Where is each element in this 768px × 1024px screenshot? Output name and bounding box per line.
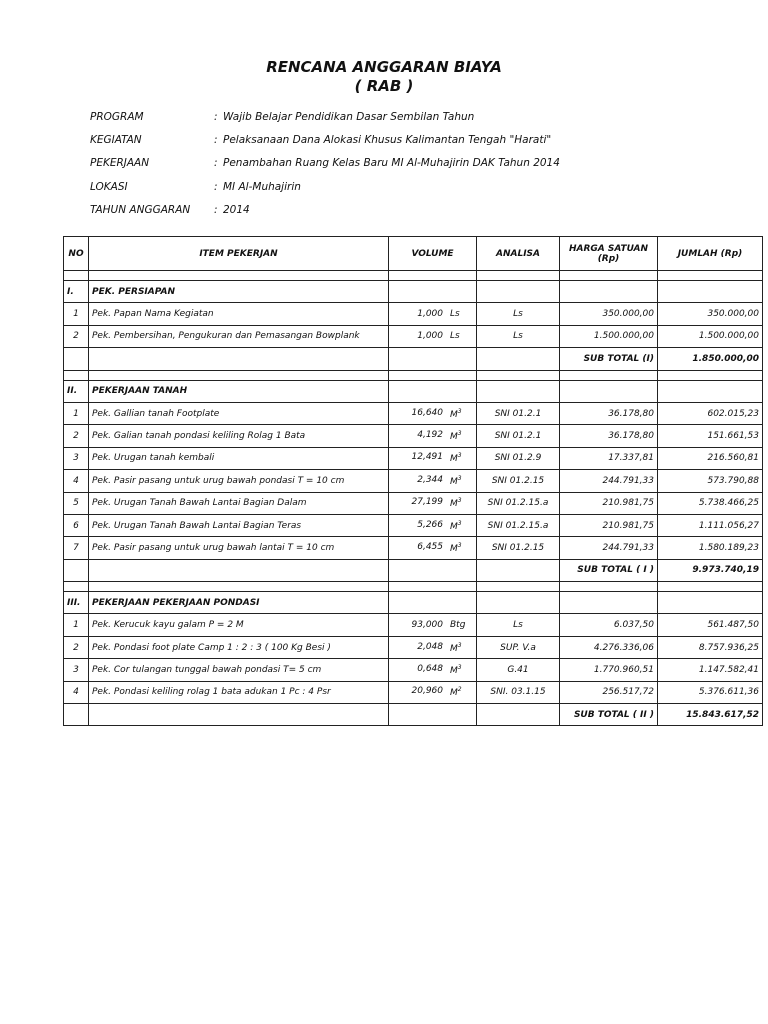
volume-cell [389, 492, 477, 514]
jumlah-value: 1.147.582,41 [658, 659, 763, 681]
info-value: Wajib Belajar Pendidikan Dasar Sembilan Tahun [223, 111, 475, 123]
analisa-code: SNI 01.2.15 [477, 470, 560, 492]
empty-cell [560, 380, 658, 402]
jumlah-value: 1.580.189,23 [658, 537, 763, 559]
header-harga: HARGA SATUAN (Rp) [560, 237, 658, 271]
empty-cell [658, 380, 763, 402]
empty-cell [89, 348, 389, 370]
volume-unit [443, 664, 473, 676]
unit-label: Ls [450, 309, 460, 320]
subtotal-label: SUB TOTAL (I) [560, 348, 658, 370]
table-row [64, 514, 763, 536]
table-row [64, 402, 763, 424]
empty-cell [64, 582, 89, 592]
info-label: TAHUN ANGGARAN [90, 203, 191, 216]
jumlah-value: 573.790,88 [658, 470, 763, 492]
volume-cell [389, 470, 477, 492]
info-value: MI Al-Muhajirin [223, 180, 301, 193]
harga-satuan: 6.037,50 [560, 614, 658, 636]
volume-value: 4,192 [417, 430, 443, 441]
analisa-code: Ls [477, 303, 560, 325]
empty-cell [560, 582, 658, 592]
table-row [64, 492, 763, 514]
item-description: Pek. Pasir pasang untuk urug bawah pondasi T = 10 cm [89, 470, 389, 492]
harga-satuan: 210.981,75 [560, 514, 658, 536]
table-row [64, 447, 763, 469]
unit-exponent: 3 [457, 430, 462, 438]
empty-cell [477, 380, 560, 402]
empty-cell [89, 370, 389, 380]
empty-cell [477, 281, 560, 303]
volume-cell [389, 447, 477, 469]
harga-satuan: 4.276.336,06 [560, 636, 658, 658]
subtotal-row [64, 559, 763, 581]
volume-value: 6,455 [417, 541, 443, 552]
empty-cell [477, 559, 560, 581]
volume-cell [389, 303, 477, 325]
volume-unit [443, 430, 473, 442]
item-description: Pek. Pembersihan, Pengukuran dan Pemasangan Bowplank [89, 325, 389, 347]
volume-group [392, 542, 473, 554]
unit-exponent: 3 [457, 407, 462, 415]
section-header-row [64, 592, 763, 614]
info-label: PEKERJAAN [90, 157, 150, 170]
harga-satuan: 17.337,81 [560, 447, 658, 469]
info-label: LOKASI [90, 180, 128, 193]
section-header-row [64, 380, 763, 402]
unit-label: M [450, 665, 458, 676]
jumlah-value: 5.738.466,25 [658, 492, 763, 514]
empty-cell [477, 704, 560, 726]
empty-cell [658, 592, 763, 614]
jumlah-value: 216.560,81 [658, 447, 763, 469]
volume-group [392, 664, 473, 676]
empty-cell [64, 704, 89, 726]
row-number: 2 [64, 636, 89, 658]
info-row-program: PROGRAM : Wajib Belajar Pendidikan Dasar Sembilan Tahun [90, 111, 560, 134]
row-number: 7 [64, 537, 89, 559]
empty-cell [64, 271, 89, 281]
volume-value: 5,266 [417, 519, 443, 530]
info-value: Penambahan Ruang Kelas Baru MI Al-Muhajirin DAK Tahun 2014 [223, 157, 560, 170]
volume-cell [389, 514, 477, 536]
subtotal-value: 1.850.000,00 [658, 348, 763, 370]
table-header-row [64, 237, 763, 271]
volume-value: 93,000 [411, 620, 443, 631]
table-row [64, 614, 763, 636]
item-description: Pek. Papan Nama Kegiatan [89, 303, 389, 325]
info-row-pekerjaan: PEKERJAAN : Penambahan Ruang Kelas Baru MI Al-Muhajirin DAK Tahun 2014 [90, 157, 560, 180]
volume-group [392, 497, 473, 509]
analisa-code: SNI 01.2.15.a [477, 492, 560, 514]
unit-label: M [450, 432, 458, 443]
spacer-row [64, 370, 763, 380]
jumlah-value: 5.376.611,36 [658, 681, 763, 703]
table-row [64, 325, 763, 347]
unit-exponent: 3 [457, 452, 462, 460]
volume-value: 2,344 [417, 474, 443, 485]
jumlah-value: 1.500.000,00 [658, 325, 763, 347]
row-number: 3 [64, 447, 89, 469]
harga-satuan: 36.178,80 [560, 402, 658, 424]
header-analisa: ANALISA [477, 237, 560, 271]
volume-value: 20,960 [411, 686, 443, 697]
empty-cell [658, 582, 763, 592]
harga-satuan: 244.791,33 [560, 537, 658, 559]
volume-unit [443, 686, 473, 698]
analisa-code: G.41 [477, 659, 560, 681]
section-number: III. [64, 592, 89, 614]
unit-label: M [450, 499, 458, 510]
unit-exponent: 3 [457, 663, 462, 671]
empty-cell [560, 370, 658, 380]
volume-unit [443, 642, 473, 654]
item-description: Pek. Urugan Tanah Bawah Lantai Bagian Teras [89, 514, 389, 536]
volume-unit [443, 520, 473, 532]
row-number: 4 [64, 470, 89, 492]
volume-unit [443, 408, 473, 420]
jumlah-value: 151.661,53 [658, 425, 763, 447]
harga-satuan: 244.791,33 [560, 470, 658, 492]
volume-value: 2,048 [417, 641, 443, 652]
empty-cell [389, 582, 477, 592]
jumlah-value: 561.487,50 [658, 614, 763, 636]
section-title: PEKERJAAN PEKERJAAN PONDASI [89, 592, 389, 614]
unit-label: M [450, 454, 458, 465]
volume-cell [389, 325, 477, 347]
row-number: 4 [64, 681, 89, 703]
volume-group [392, 620, 473, 630]
subtotal-label: SUB TOTAL ( II ) [560, 704, 658, 726]
volume-group [392, 331, 473, 341]
empty-cell [389, 271, 477, 281]
row-number: 2 [64, 325, 89, 347]
info-label: PROGRAM [90, 111, 144, 123]
volume-unit [443, 497, 473, 509]
volume-unit [443, 331, 473, 341]
subtotal-label: SUB TOTAL ( I ) [560, 559, 658, 581]
section-number: I. [64, 281, 89, 303]
volume-value: 1,000 [417, 331, 443, 342]
unit-label: M [450, 409, 458, 420]
volume-cell [389, 425, 477, 447]
jumlah-value: 350.000,00 [658, 303, 763, 325]
harga-satuan: 1.770.960,51 [560, 659, 658, 681]
info-label: KEGIATAN [90, 134, 142, 147]
jumlah-value: 8.757.936,25 [658, 636, 763, 658]
jumlah-value: 1.111.056,27 [658, 514, 763, 536]
header-volume: VOLUME [389, 237, 477, 271]
empty-cell [89, 582, 389, 592]
volume-cell [389, 402, 477, 424]
row-number: 5 [64, 492, 89, 514]
volume-group [392, 309, 473, 319]
empty-cell [560, 592, 658, 614]
unit-label: M [450, 476, 458, 487]
table-row [64, 681, 763, 703]
empty-cell [389, 348, 477, 370]
analisa-code: SNI 01.2.1 [477, 402, 560, 424]
table-row [64, 659, 763, 681]
empty-cell [89, 704, 389, 726]
empty-cell [64, 370, 89, 380]
volume-value: 12,491 [411, 452, 443, 463]
harga-satuan: 1.500.000,00 [560, 325, 658, 347]
header-item: ITEM PEKERJAN [89, 237, 389, 271]
unit-label: Ls [450, 331, 460, 342]
volume-group [392, 430, 473, 442]
section-header-row [64, 281, 763, 303]
empty-cell [64, 348, 89, 370]
document-subtitle: ( RAB ) [354, 77, 414, 95]
info-row-tahun: TAHUN ANGGARAN : 2014 [90, 204, 560, 227]
item-description: Pek. Gallian tanah Footplate [89, 402, 389, 424]
subtotal-row [64, 704, 763, 726]
volume-cell [389, 614, 477, 636]
volume-unit [443, 309, 473, 319]
item-description: Pek. Pondasi foot plate Camp 1 : 2 : 3 ( 100 Kg Besi ) [89, 636, 389, 658]
info-value: 2014 [223, 203, 250, 216]
empty-cell [658, 271, 763, 281]
item-description: Pek. Pasir pasang untuk urug bawah lantai T = 10 cm [89, 537, 389, 559]
unit-label: M [450, 521, 458, 532]
table-row [64, 425, 763, 447]
empty-cell [389, 380, 477, 402]
volume-value: 16,640 [411, 407, 443, 418]
analisa-code: Ls [477, 614, 560, 636]
volume-group [392, 686, 473, 698]
analisa-code: SNI 01.2.15 [477, 537, 560, 559]
item-description: Pek. Urugan Tanah Bawah Lantai Bagian Dalam [89, 492, 389, 514]
volume-unit [443, 542, 473, 554]
unit-exponent: 3 [457, 497, 462, 505]
empty-cell [560, 281, 658, 303]
volume-cell [389, 681, 477, 703]
volume-group [392, 520, 473, 532]
row-number: 1 [64, 402, 89, 424]
rab-table [63, 236, 763, 726]
volume-cell [389, 636, 477, 658]
table-row [64, 470, 763, 492]
info-block [90, 111, 560, 227]
empty-cell [89, 271, 389, 281]
section-number: II. [64, 380, 89, 402]
analisa-code: SUP. V.a [477, 636, 560, 658]
info-row-lokasi: LOKASI : MI Al-Muhajirin [90, 181, 560, 204]
item-description: Pek. Kerucuk kayu galam P = 2 M [89, 614, 389, 636]
volume-group [392, 452, 473, 464]
empty-cell [477, 370, 560, 380]
row-number: 3 [64, 659, 89, 681]
empty-cell [477, 582, 560, 592]
volume-group [392, 475, 473, 487]
volume-unit [443, 620, 473, 630]
volume-unit [443, 475, 473, 487]
subtotal-row [64, 348, 763, 370]
unit-label: Btg [450, 620, 466, 631]
empty-cell [477, 592, 560, 614]
row-number: 1 [64, 303, 89, 325]
volume-cell [389, 659, 477, 681]
volume-cell [389, 537, 477, 559]
spacer-row [64, 582, 763, 592]
analisa-code: SNI 01.2.9 [477, 447, 560, 469]
table-body [64, 271, 763, 726]
analisa-code: Ls [477, 325, 560, 347]
empty-cell [389, 559, 477, 581]
volume-unit [443, 452, 473, 464]
empty-cell [389, 281, 477, 303]
empty-cell [389, 704, 477, 726]
info-value: Pelaksanaan Dana Alokasi Khusus Kalimantan Tengah "Harati" [223, 134, 552, 147]
section-title: PEK. PERSIAPAN [89, 281, 389, 303]
analisa-code: SNI 01.2.1 [477, 425, 560, 447]
empty-cell [477, 348, 560, 370]
harga-satuan: 256.517,72 [560, 681, 658, 703]
empty-cell [389, 592, 477, 614]
volume-group [392, 408, 473, 420]
section-title: PEKERJAAN TANAH [89, 380, 389, 402]
volume-group [392, 642, 473, 654]
row-number: 1 [64, 614, 89, 636]
unit-exponent: 3 [457, 519, 462, 527]
item-description: Pek. Galian tanah pondasi keliling Rolag 1 Bata [89, 425, 389, 447]
empty-cell [658, 370, 763, 380]
unit-label: M [450, 643, 458, 654]
table-row [64, 636, 763, 658]
empty-cell [89, 559, 389, 581]
unit-exponent: 2 [457, 686, 462, 694]
empty-cell [560, 271, 658, 281]
harga-satuan: 350.000,00 [560, 303, 658, 325]
unit-label: M [450, 543, 458, 554]
empty-cell [389, 370, 477, 380]
item-description: Pek. Cor tulangan tunggal bawah pondasi T= 5 cm [89, 659, 389, 681]
item-description: Pek. Urugan tanah kembali [89, 447, 389, 469]
harga-satuan: 210.981,75 [560, 492, 658, 514]
spacer-row [64, 271, 763, 281]
unit-exponent: 3 [457, 541, 462, 549]
volume-value: 0,648 [417, 663, 443, 674]
analisa-code: SNI 01.2.15.a [477, 514, 560, 536]
document-title: RENCANA ANGGARAN BIAYA [266, 58, 502, 76]
empty-cell [477, 271, 560, 281]
empty-cell [658, 281, 763, 303]
info-row-kegiatan: KEGIATAN : Pelaksanaan Dana Alokasi Khusus Kalimantan Tengah "Harati" [90, 134, 560, 157]
subtotal-value: 15.843.617,52 [658, 704, 763, 726]
row-number: 2 [64, 425, 89, 447]
subtotal-value: 9.973.740,19 [658, 559, 763, 581]
header-jumlah: JUMLAH (Rp) [658, 237, 763, 271]
empty-cell [64, 559, 89, 581]
volume-value: 1,000 [417, 309, 443, 320]
unit-exponent: 3 [457, 641, 462, 649]
unit-exponent: 3 [457, 474, 462, 482]
row-number: 6 [64, 514, 89, 536]
table-row [64, 537, 763, 559]
harga-satuan: 36.178,80 [560, 425, 658, 447]
header-no: NO [64, 237, 89, 271]
unit-label: M [450, 688, 458, 699]
analisa-code: SNI. 03.1.15 [477, 681, 560, 703]
volume-value: 27,199 [411, 497, 443, 508]
table-row [64, 303, 763, 325]
item-description: Pek. Pondasi keliling rolag 1 bata adukan 1 Pc : 4 Psr [89, 681, 389, 703]
jumlah-value: 602.015,23 [658, 402, 763, 424]
